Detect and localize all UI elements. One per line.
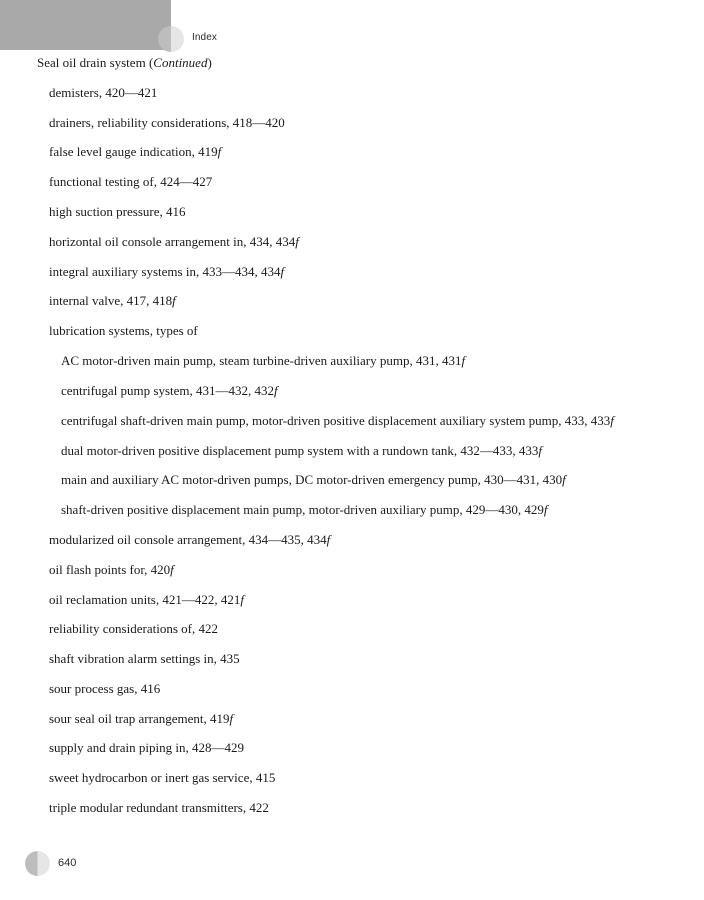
index-subentry: [61, 353, 465, 369]
index-entry-text: centrifugal pump system, 431—432, 432: [61, 383, 275, 398]
index-entry: [49, 293, 176, 309]
index-entry-text: oil reclamation units, 421—422, 421: [49, 592, 241, 607]
index-entry: [49, 323, 198, 339]
index-entry: [49, 770, 275, 786]
index-subentry: [61, 443, 542, 459]
index-entry-text: triple modular redundant transmitters, 422: [49, 800, 269, 815]
page-number: 640: [58, 857, 77, 869]
figure-suffix: f: [240, 592, 244, 607]
figure-suffix: f: [280, 264, 285, 279]
index-entry-text: dual motor-driven positive displacement pump system with a rundown tank, 432—433, 433: [61, 443, 539, 458]
index-entry-text: demisters, 420—421: [49, 85, 158, 100]
index-entry-text: AC motor-driven main pump, steam turbine-driven auxiliary pump, 431, 431: [61, 353, 462, 368]
index-entry: [49, 115, 285, 131]
figure-suffix: f: [229, 711, 234, 726]
figure-suffix: f: [170, 562, 174, 577]
figure-suffix: f: [326, 532, 331, 547]
continued-label: Continued: [153, 55, 208, 70]
index-entry-text: high suction pressure, 416: [49, 204, 186, 219]
index-entry-text: drainers, reliability considerations, 418—420: [49, 115, 285, 130]
index-entry-text: functional testing of, 424—427: [49, 174, 213, 189]
footer-circle-icon: [25, 851, 50, 876]
index-entry: [49, 85, 157, 101]
index-heading-text: Seal oil drain system: [37, 55, 146, 70]
index-entry-text: sweet hydrocarbon or inert gas service, 415: [49, 770, 276, 785]
index-subentry: [61, 413, 614, 429]
index-entry: [49, 204, 185, 220]
figure-suffix: f: [172, 293, 176, 308]
index-entry-text: sour seal oil trap arrangement, 419: [49, 711, 230, 726]
figure-suffix: f: [538, 443, 543, 458]
figure-suffix: f: [274, 383, 278, 398]
figure-suffix: f: [295, 234, 299, 249]
index-entry-text: supply and drain piping in, 428—429: [49, 740, 244, 755]
header-circle-icon: [158, 26, 184, 52]
figure-suffix: f: [562, 472, 566, 487]
index-entry-text: horizontal oil console arrangement in, 434, 434: [49, 234, 296, 249]
index-entry: [49, 621, 218, 637]
index-entry: [49, 592, 244, 608]
index-entry: [49, 532, 330, 548]
index-entry: [49, 264, 284, 280]
index-entry: [49, 800, 269, 816]
index-entry-text: integral auxiliary systems in, 433—434, 434: [49, 264, 281, 279]
figure-suffix: f: [217, 144, 222, 159]
index-entry-text: centrifugal shaft-driven main pump, motor-driven positive displacement auxiliary system pump, 433, 433: [61, 413, 611, 428]
index-entry: [49, 740, 244, 756]
index-entry: [49, 174, 212, 190]
index-entry: [49, 681, 160, 697]
index-entry-text: internal valve, 417, 418: [49, 293, 173, 308]
index-entry-text: oil flash points for, 420: [49, 562, 171, 577]
index-entry: [49, 234, 299, 250]
index-entry-text: shaft-driven positive displacement main pump, motor-driven auxiliary pump, 429—430, 429: [61, 502, 544, 517]
index-subentry: [61, 472, 566, 488]
index-entry: [49, 651, 240, 667]
figure-suffix: f: [610, 413, 614, 428]
index-entry-text: false level gauge indication, 419: [49, 144, 218, 159]
index-entry-text: shaft vibration alarm settings in, 435: [49, 651, 240, 666]
index-entry-text: reliability considerations of, 422: [49, 621, 218, 636]
index-entry: [49, 711, 233, 727]
index-entry-text: lubrication systems, types of: [49, 323, 198, 338]
figure-suffix: f: [461, 353, 466, 368]
index-entry-text: sour process gas, 416: [49, 681, 161, 696]
header-tab: [0, 0, 171, 50]
index-heading: Seal oil drain system (Continued): [37, 55, 212, 70]
index-entry: [49, 562, 174, 578]
index-entry-text: main and auxiliary AC motor-driven pumps, DC motor-driven emergency pump, 430—431, 430: [61, 472, 563, 487]
index-subentry: [61, 383, 278, 399]
figure-suffix: f: [543, 502, 548, 517]
running-header-title: Index: [192, 32, 217, 43]
index-entry-text: modularized oil console arrangement, 434—435, 434: [49, 532, 327, 547]
index-subentry: [61, 502, 547, 518]
index-entry: [49, 144, 221, 160]
